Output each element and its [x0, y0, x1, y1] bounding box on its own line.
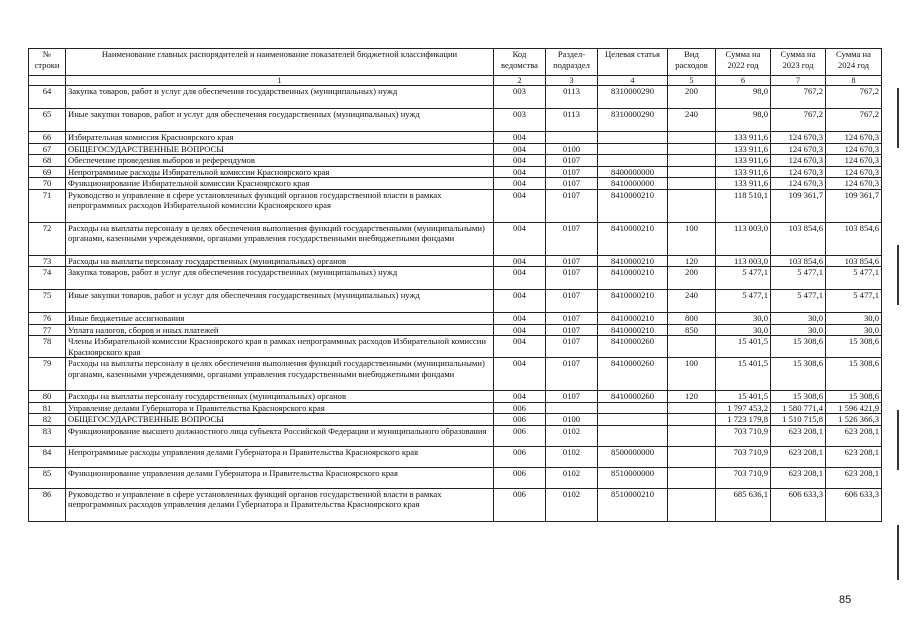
row-sum-2024: 15 308,6 [826, 358, 882, 391]
row-number: 76 [29, 313, 66, 325]
row-sum-2024: 1 526 366,3 [826, 414, 882, 426]
row-dept-code: 004 [494, 391, 546, 403]
row-expense-type [668, 143, 716, 155]
row-target-article: 8410000210 [598, 324, 668, 336]
row-sum-2024: 103 854,6 [826, 222, 882, 255]
page-edge-mark [897, 245, 899, 305]
row-expense-type: 240 [668, 109, 716, 132]
row-sum-2022: 133 911,6 [716, 155, 771, 167]
row-target-article: 8410000210 [598, 267, 668, 290]
row-sum-2022: 118 510,1 [716, 189, 771, 222]
row-sum-2022: 133 911,6 [716, 132, 771, 144]
row-name: Расходы на выплаты персоналу государственных (муниципальных) органов [66, 391, 494, 403]
header-section: Раздел-подраздел [546, 49, 598, 76]
row-name: Функционирование управления делами Губернатора и Правительства Красноярского края [66, 467, 494, 488]
header-expense-type: Вид расходов [668, 49, 716, 76]
row-name: Иные закупки товаров, работ и услуг для обеспечения государственных (муниципальных) нужд [66, 109, 494, 132]
row-section: 0107 [546, 178, 598, 190]
row-target-article: 8410000210 [598, 222, 668, 255]
row-number: 86 [29, 488, 66, 521]
row-sum-2022: 30,0 [716, 313, 771, 325]
row-sum-2023: 124 670,3 [771, 143, 826, 155]
row-section: 0107 [546, 336, 598, 358]
row-expense-type [668, 467, 716, 488]
row-section: 0100 [546, 143, 598, 155]
row-section: 0113 [546, 109, 598, 132]
page-edge-mark [897, 525, 899, 580]
row-sum-2023: 103 854,6 [771, 222, 826, 255]
row-dept-code: 004 [494, 255, 546, 267]
row-target-article: 8410000260 [598, 358, 668, 391]
row-dept-code: 004 [494, 290, 546, 313]
table-row [29, 467, 882, 488]
row-target-article [598, 132, 668, 144]
column-number: 4 [598, 76, 668, 86]
row-sum-2022: 15 401,5 [716, 336, 771, 358]
row-number: 67 [29, 143, 66, 155]
row-sum-2023: 767,2 [771, 109, 826, 132]
row-section: 0102 [546, 425, 598, 446]
table-row [29, 402, 882, 414]
row-name: Руководство и управление в сфере установленных функций органов государственной власти в рамках непрограммных расходов Избирательной комиссии Красноярского края [66, 189, 494, 222]
row-number: 65 [29, 109, 66, 132]
row-sum-2022: 113 003,0 [716, 222, 771, 255]
table-row [29, 255, 882, 267]
row-target-article: 8410000260 [598, 391, 668, 403]
row-sum-2022: 5 477,1 [716, 290, 771, 313]
row-name: Расходы на выплаты персоналу в целях обеспечения выполнения функций государственными (муниципальными) органами, казенными учреждениями, органами управления государственными внебюджетными фондами [66, 358, 494, 391]
row-dept-code: 006 [494, 446, 546, 467]
budget-table [28, 48, 882, 522]
column-number: 3 [546, 76, 598, 86]
row-target-article [598, 402, 668, 414]
row-dept-code: 004 [494, 178, 546, 190]
row-sum-2022: 703 710,9 [716, 446, 771, 467]
column-number: 6 [716, 76, 771, 86]
row-dept-code: 004 [494, 336, 546, 358]
row-expense-type [668, 414, 716, 426]
row-expense-type: 240 [668, 290, 716, 313]
row-sum-2023: 109 361,7 [771, 189, 826, 222]
row-number: 66 [29, 132, 66, 144]
row-sum-2022: 98,0 [716, 109, 771, 132]
row-name: Уплата налогов, сборов и иных платежей [66, 324, 494, 336]
row-number: 83 [29, 425, 66, 446]
row-expense-type [668, 132, 716, 144]
row-dept-code: 004 [494, 189, 546, 222]
row-name: Непрограммные расходы Избирательной комиссии Красноярского края [66, 166, 494, 178]
row-sum-2023: 623 208,1 [771, 446, 826, 467]
row-dept-code: 006 [494, 425, 546, 446]
row-section: 0102 [546, 467, 598, 488]
row-section: 0107 [546, 290, 598, 313]
row-dept-code: 004 [494, 358, 546, 391]
row-target-article: 8410000210 [598, 189, 668, 222]
row-target-article: 8400000000 [598, 166, 668, 178]
row-name: Функционирование Избирательной комиссии Красноярского края [66, 178, 494, 190]
row-name: ОБЩЕГОСУДАРСТВЕННЫЕ ВОПРОСЫ [66, 414, 494, 426]
row-sum-2023: 124 670,3 [771, 155, 826, 167]
row-sum-2024: 1 596 421,9 [826, 402, 882, 414]
row-expense-type: 100 [668, 358, 716, 391]
row-expense-type [668, 336, 716, 358]
row-section: 0107 [546, 166, 598, 178]
column-number: 7 [771, 76, 826, 86]
table-row [29, 324, 882, 336]
row-sum-2022: 113 003,0 [716, 255, 771, 267]
row-number: 71 [29, 189, 66, 222]
row-section: 0107 [546, 391, 598, 403]
row-expense-type: 120 [668, 391, 716, 403]
table-body [29, 86, 882, 522]
page-number: 85 [839, 594, 852, 606]
row-sum-2022: 15 401,5 [716, 391, 771, 403]
row-sum-2022: 1 797 453,2 [716, 402, 771, 414]
row-sum-2022: 685 636,1 [716, 488, 771, 521]
row-dept-code: 003 [494, 109, 546, 132]
row-sum-2024: 15 308,6 [826, 336, 882, 358]
row-expense-type: 200 [668, 267, 716, 290]
row-target-article: 8410000000 [598, 178, 668, 190]
row-section: 0107 [546, 255, 598, 267]
row-target-article [598, 143, 668, 155]
row-target-article: 8310000290 [598, 86, 668, 109]
row-name: Расходы на выплаты персоналу государственных (муниципальных) органов [66, 255, 494, 267]
row-name: ОБЩЕГОСУДАРСТВЕННЫЕ ВОПРОСЫ [66, 143, 494, 155]
header-name: Наименование главных распорядителей и наименование показателей бюджетной классификации [66, 49, 494, 76]
row-sum-2024: 109 361,7 [826, 189, 882, 222]
row-sum-2022: 133 911,6 [716, 178, 771, 190]
row-name: Избирательная комиссия Красноярского края [66, 132, 494, 144]
row-expense-type [668, 488, 716, 521]
row-dept-code: 004 [494, 166, 546, 178]
table-row [29, 425, 882, 446]
row-sum-2023: 15 308,6 [771, 336, 826, 358]
row-sum-2024: 124 670,3 [826, 132, 882, 144]
row-dept-code: 004 [494, 313, 546, 325]
row-sum-2023: 30,0 [771, 324, 826, 336]
row-sum-2023: 623 208,1 [771, 425, 826, 446]
row-number: 77 [29, 324, 66, 336]
table-header-row [29, 49, 882, 76]
row-sum-2023: 124 670,3 [771, 132, 826, 144]
row-expense-type [668, 402, 716, 414]
page-edge-mark [897, 410, 899, 470]
row-sum-2023: 30,0 [771, 313, 826, 325]
header-dept-code: Код ведомства [494, 49, 546, 76]
row-name: Обеспечение проведения выборов и референдумов [66, 155, 494, 167]
row-sum-2024: 623 208,1 [826, 467, 882, 488]
row-number: 70 [29, 178, 66, 190]
row-sum-2024: 124 670,3 [826, 155, 882, 167]
row-expense-type [668, 178, 716, 190]
row-section: 0107 [546, 358, 598, 391]
row-sum-2022: 133 911,6 [716, 166, 771, 178]
row-section: 0107 [546, 267, 598, 290]
table-row [29, 414, 882, 426]
row-number: 85 [29, 467, 66, 488]
row-expense-type: 800 [668, 313, 716, 325]
row-sum-2023: 15 308,6 [771, 391, 826, 403]
table-row [29, 178, 882, 190]
row-sum-2024: 623 208,1 [826, 425, 882, 446]
row-sum-2023: 5 477,1 [771, 267, 826, 290]
column-number: 1 [66, 76, 494, 86]
row-name: Закупка товаров, работ и услуг для обеспечения государственных (муниципальных) нужд [66, 86, 494, 109]
row-sum-2023: 15 308,6 [771, 358, 826, 391]
row-sum-2023: 124 670,3 [771, 178, 826, 190]
row-sum-2022: 15 401,5 [716, 358, 771, 391]
row-name: Управление делами Губернатора и Правительства Красноярского края [66, 402, 494, 414]
row-sum-2024: 103 854,6 [826, 255, 882, 267]
row-sum-2022: 30,0 [716, 324, 771, 336]
row-name: Иные закупки товаров, работ и услуг для обеспечения государственных (муниципальных) нужд [66, 290, 494, 313]
row-section: 0107 [546, 189, 598, 222]
row-target-article: 8410000210 [598, 290, 668, 313]
row-sum-2024: 5 477,1 [826, 290, 882, 313]
column-number: 8 [826, 76, 882, 86]
row-number: 72 [29, 222, 66, 255]
header-target-article: Целевая статья [598, 49, 668, 76]
row-expense-type [668, 166, 716, 178]
row-target-article [598, 155, 668, 167]
row-sum-2024: 124 670,3 [826, 166, 882, 178]
row-section: 0113 [546, 86, 598, 109]
row-section: 0102 [546, 488, 598, 521]
row-sum-2023: 623 208,1 [771, 467, 826, 488]
row-sum-2024: 5 477,1 [826, 267, 882, 290]
table-row [29, 313, 882, 325]
row-target-article: 8410000210 [598, 255, 668, 267]
row-number: 68 [29, 155, 66, 167]
row-target-article: 8410000260 [598, 336, 668, 358]
row-expense-type [668, 425, 716, 446]
row-sum-2023: 5 477,1 [771, 290, 826, 313]
row-sum-2024: 30,0 [826, 313, 882, 325]
table-row [29, 336, 882, 358]
table-row [29, 166, 882, 178]
row-target-article [598, 425, 668, 446]
table-row [29, 189, 882, 222]
row-name: Закупка товаров, работ и услуг для обеспечения государственных (муниципальных) нужд [66, 267, 494, 290]
row-sum-2022: 5 477,1 [716, 267, 771, 290]
row-sum-2024: 124 670,3 [826, 178, 882, 190]
row-expense-type: 100 [668, 222, 716, 255]
column-number: 5 [668, 76, 716, 86]
row-section: 0107 [546, 155, 598, 167]
table-row [29, 290, 882, 313]
row-dept-code: 006 [494, 414, 546, 426]
row-sum-2024: 15 308,6 [826, 391, 882, 403]
header-row-no: № строки [29, 49, 66, 76]
row-target-article: 8510000210 [598, 488, 668, 521]
row-expense-type: 850 [668, 324, 716, 336]
row-name: Расходы на выплаты персоналу в целях обеспечения выполнения функций государственными (муниципальными) органами, казенными учреждениями, органами управления государственными внебюджетными фондами [66, 222, 494, 255]
row-expense-type [668, 446, 716, 467]
row-number: 64 [29, 86, 66, 109]
row-sum-2024: 606 633,3 [826, 488, 882, 521]
row-section [546, 132, 598, 144]
table-row [29, 86, 882, 109]
header-sum-2022: Сумма на 2022 год [716, 49, 771, 76]
row-number: 73 [29, 255, 66, 267]
row-section: 0102 [546, 446, 598, 467]
header-sum-2024: Сумма на 2024 год [826, 49, 882, 76]
row-number: 80 [29, 391, 66, 403]
table-row [29, 143, 882, 155]
row-name: Непрограммные расходы управления делами Губернатора и Правительства Красноярского края [66, 446, 494, 467]
page-edge-mark [897, 88, 899, 148]
row-dept-code: 004 [494, 132, 546, 144]
row-dept-code: 006 [494, 488, 546, 521]
row-sum-2023: 606 633,3 [771, 488, 826, 521]
row-sum-2023: 1 580 771,4 [771, 402, 826, 414]
table-row [29, 155, 882, 167]
row-section: 0100 [546, 414, 598, 426]
table-row [29, 358, 882, 391]
row-dept-code: 004 [494, 222, 546, 255]
row-name: Члены Избирательной комиссии Красноярского края в рамках непрограммных расходов Избирательной комиссии Красноярского края [66, 336, 494, 358]
table-row [29, 267, 882, 290]
row-number: 78 [29, 336, 66, 358]
row-sum-2022: 703 710,9 [716, 467, 771, 488]
row-dept-code: 003 [494, 86, 546, 109]
row-number: 84 [29, 446, 66, 467]
row-section: 0107 [546, 313, 598, 325]
row-expense-type [668, 189, 716, 222]
row-dept-code: 004 [494, 143, 546, 155]
row-number: 79 [29, 358, 66, 391]
row-sum-2023: 767,2 [771, 86, 826, 109]
row-target-article: 8410000210 [598, 313, 668, 325]
row-sum-2024: 124 670,3 [826, 143, 882, 155]
table-row [29, 488, 882, 521]
column-number [29, 76, 66, 86]
row-target-article: 8310000290 [598, 109, 668, 132]
row-name: Руководство и управление в сфере установленных функций органов государственной власти в рамках непрограммных расходов управления делами Губернатора и Правительства Красноярского края [66, 488, 494, 521]
row-sum-2023: 1 510 715,8 [771, 414, 826, 426]
row-name: Функционирование высшего должностного лица субъекта Российской Федерации и муниципального образования [66, 425, 494, 446]
row-expense-type: 200 [668, 86, 716, 109]
row-number: 69 [29, 166, 66, 178]
row-number: 81 [29, 402, 66, 414]
row-dept-code: 006 [494, 467, 546, 488]
row-expense-type: 120 [668, 255, 716, 267]
row-dept-code: 004 [494, 324, 546, 336]
table-row [29, 109, 882, 132]
table-row [29, 222, 882, 255]
row-sum-2024: 767,2 [826, 109, 882, 132]
row-number: 74 [29, 267, 66, 290]
row-target-article: 8510000000 [598, 467, 668, 488]
header-sum-2023: Сумма на 2023 год [771, 49, 826, 76]
row-sum-2024: 30,0 [826, 324, 882, 336]
row-section: 0107 [546, 324, 598, 336]
column-number-row [29, 76, 882, 86]
table-row [29, 132, 882, 144]
row-sum-2022: 1 723 179,8 [716, 414, 771, 426]
row-dept-code: 004 [494, 267, 546, 290]
row-sum-2022: 133 911,6 [716, 143, 771, 155]
row-number: 75 [29, 290, 66, 313]
row-expense-type [668, 155, 716, 167]
row-section: 0107 [546, 222, 598, 255]
row-target-article [598, 414, 668, 426]
row-sum-2022: 98,0 [716, 86, 771, 109]
row-sum-2024: 767,2 [826, 86, 882, 109]
row-sum-2022: 703 710,9 [716, 425, 771, 446]
row-dept-code: 006 [494, 402, 546, 414]
row-section [546, 402, 598, 414]
row-target-article: 8500000000 [598, 446, 668, 467]
table-row [29, 446, 882, 467]
column-number: 2 [494, 76, 546, 86]
row-sum-2023: 103 854,6 [771, 255, 826, 267]
row-sum-2024: 623 208,1 [826, 446, 882, 467]
row-dept-code: 004 [494, 155, 546, 167]
row-name: Иные бюджетные ассигнования [66, 313, 494, 325]
row-sum-2023: 124 670,3 [771, 166, 826, 178]
row-number: 82 [29, 414, 66, 426]
table-row [29, 391, 882, 403]
